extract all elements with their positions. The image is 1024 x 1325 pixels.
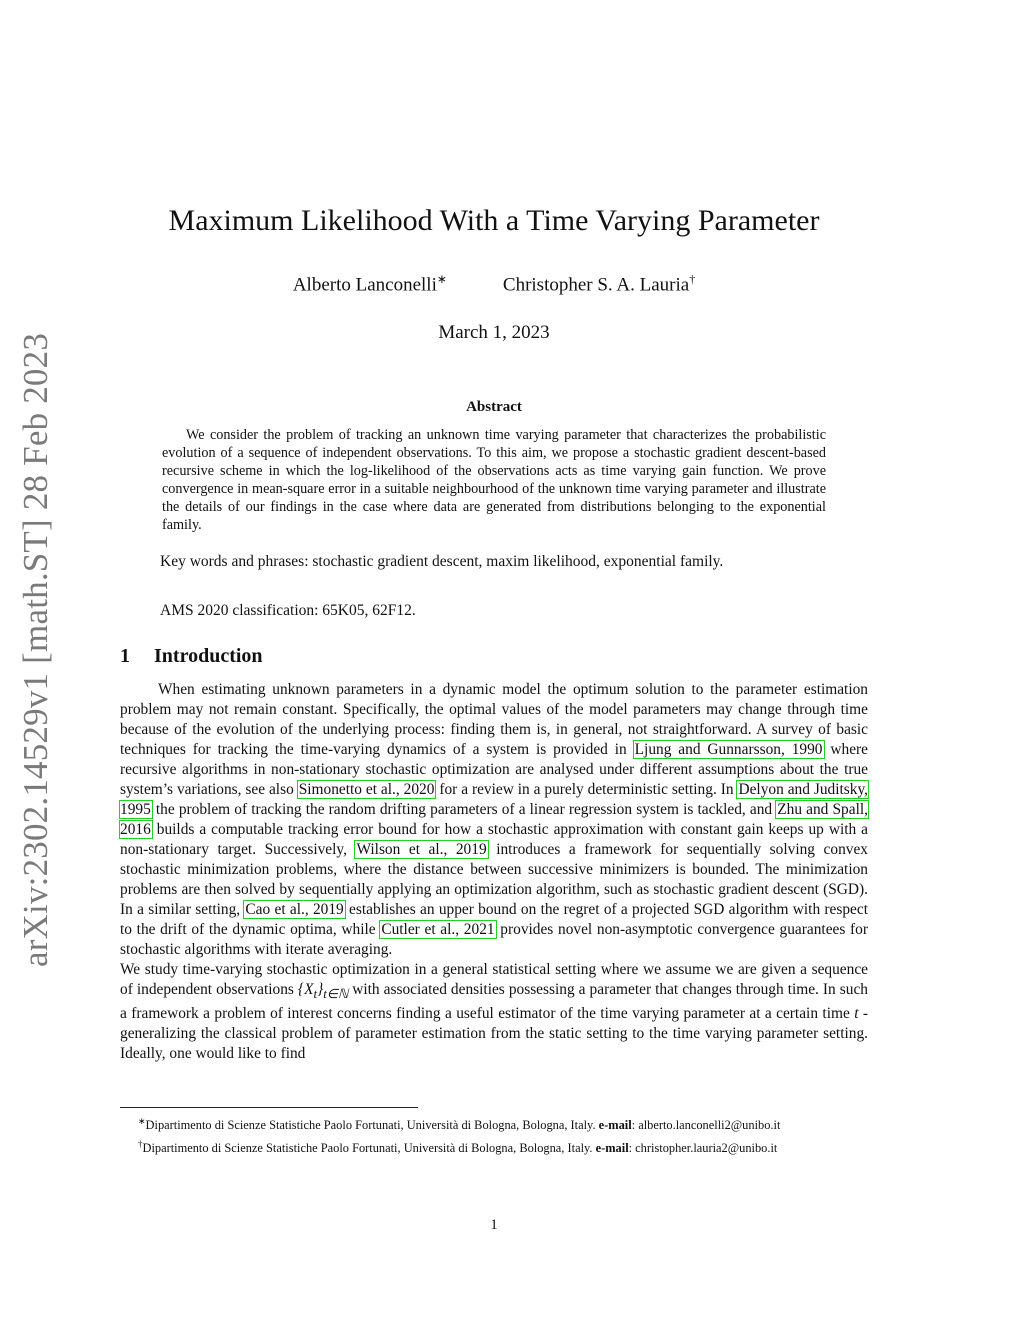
paper-title: Maximum Likelihood With a Time Varying Parameter	[168, 204, 820, 237]
section-heading-introduction	[120, 645, 263, 668]
abstract-heading: Abstract	[466, 399, 522, 415]
paper-date: March 1, 2023	[438, 322, 550, 343]
page-number: 1	[490, 1217, 498, 1233]
intro-paragraph-2: We study time-varying stochastic optimization in a general statistical setting where we assume we are given a sequence of independent observations $\{X_t\}_{t\in ℕ}$ with associated densities possessing a parameter that changes through time. In such a framework a problem of interest concerns finding a useful estimator of the time varying parameter at a certain time t - generalizing the classical problem of parameter estimation from the static setting to the time varying parameter setting. Ideally, one would like to find	[120, 961, 868, 1063]
author-list	[0, 272, 988, 296]
intro-paragraph-1: When estimating unknown parameters in a dynamic model the optimum solution to the parameter estimation problem may not remain constant. Specifically, the optimal values of the model parameters may change through time because of the evolution of the underlying process: finding them is, in general, not straightforward. A survey of basic techniques for tracking the time-varying dynamics of a system is provided in Ljung and Gunnarsson, 1990 where recursive algorithms in non-stationary stochastic optimization are analysed under different assumptions about the true system’s variations, see also Simonetto et al., 2020 for a review in a purely deterministic setting. In Delyon and Juditsky, 1995 the problem of tracking the random drifting parameters of a linear regression system is tackled, and Zhu and Spall, 2016 builds a computable tracking error bound for how a stochastic approximation with constant gain keeps up with a non-stationary target. Successively, Wilson et al., 2019 introduces a framework for sequentially solving convex stochastic minimization problems, where the distance between successive minimizers is bounded. The minimization problems are then solved by sequentially applying an optimization algorithm, such as stochastic gradient descent (SGD). In a similar setting, Cao et al., 2019 establishes an upper bound on the regret of a projected SGD algorithm with respect to the drift of the dynamic optima, while Cutler et al., 2021 provides novel non-asymptotic convergence guarantees for stochastic algorithms with iterate averaging.	[120, 681, 868, 958]
author-2: Christopher S. A. Lauria†	[502, 272, 696, 296]
ams-classification: AMS 2020 classification: 65K05, 62F12.	[160, 602, 416, 619]
footnotes	[120, 1113, 868, 1159]
abstract-text: We consider the problem of tracking an unknown time varying parameter that characterizes the probabilistic evolution of a sequence of independent observations. To this aim, we propose a stochastic gradient descent-based recursive scheme in which the log-likelihood of the observations acts as time varying gain function. We prove convergence in mean-square error in a suitable neighbourhood of the unknown time varying parameter and illustrate the details of our findings in the case where data are generated from distributions belonging to the exponential family.	[162, 427, 826, 533]
footnote-1: ∗Dipartimento di Scienze Statistiche Paolo Fortunati, Università di Bologna, Bologna, Italy. e-mail: alberto.lanconelli2@unibo.it	[138, 1116, 781, 1133]
footnote-2: †Dipartimento di Scienze Statistiche Paolo Fortunati, Università di Bologna, Bologna, Italy. e-mail: christopher.lauria2@unibo.it	[138, 1139, 778, 1156]
arxiv-identifier-stamp	[6, 332, 66, 968]
section-title: Introduction	[154, 645, 263, 667]
footnote-divider	[120, 1107, 418, 1108]
citation-link[interactable]: Delyon and Juditsky, 1995	[120, 781, 868, 818]
introduction-body	[120, 680, 868, 1064]
citation-link[interactable]: Wilson et al., 2019	[356, 841, 487, 858]
citation-link[interactable]: Cao et al., 2019	[245, 901, 344, 918]
footnote-1-email[interactable]: : alberto.lanconelli2@unibo.it	[631, 1118, 781, 1133]
citation-link[interactable]: Simonetto et al., 2020	[298, 781, 435, 798]
arxiv-id-text: arXiv:2302.14529v1 [math.ST] 28 Feb 2023	[16, 332, 55, 968]
citation-link[interactable]: Zhu and Spall, 2016	[120, 801, 868, 838]
citation-link[interactable]: Cutler et al., 2021	[381, 921, 495, 938]
footnote-2-email[interactable]: : christopher.lauria2@unibo.it	[628, 1141, 778, 1156]
author-2-footnote-mark[interactable]: †	[689, 272, 696, 286]
section-number: 1	[120, 645, 130, 667]
math-sequence: $\{X_t\}_{t\in ℕ}$	[297, 981, 349, 1002]
citation-link[interactable]: Ljung and Gunnarsson, 1990	[634, 741, 823, 758]
math-time-variable: t	[854, 1005, 859, 1023]
keywords: Key words and phrases: stochastic gradient descent, maxim likelihood, exponential family.	[160, 553, 724, 570]
author-1-footnote-mark[interactable]: ∗	[436, 272, 447, 286]
author-1: Alberto Lanconelli∗	[292, 272, 447, 296]
